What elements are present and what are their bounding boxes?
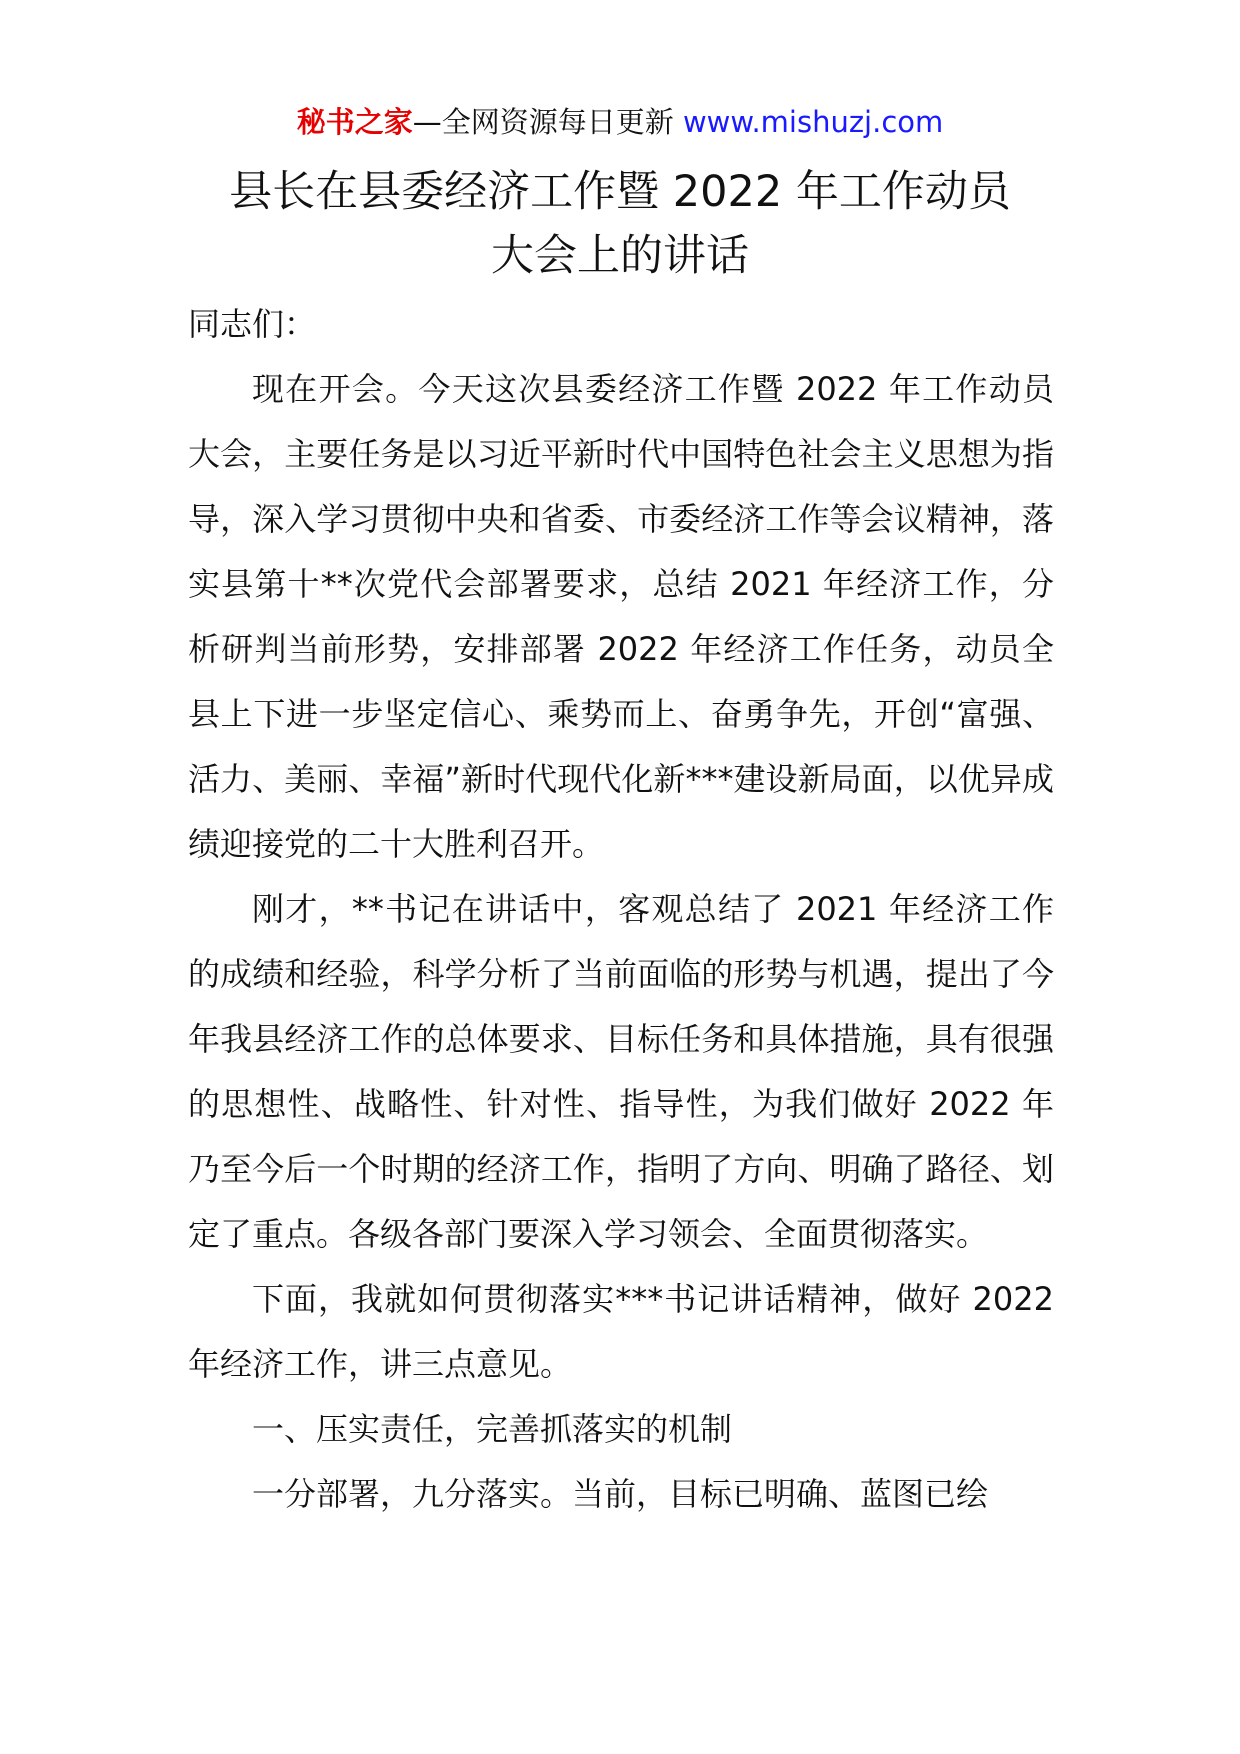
site-banner bbox=[0, 100, 1240, 144]
paragraph-1: 现在开会。今天这次县委经济工作暨 2022 年工作动员大会，主要任务是以习近平新时代中国特色社会主义思想为指导，深入学习贯彻中央和省委、市委经济工作等会议精神，落实县第十**次党代会部署要求，总结 2021 年经济工作，分析研判当前形势，安排部署 2022 年经济工作任务，动员全县上下进一步坚定信心、乘势而上、奋勇争先，开创“富强、活力、美丽、幸福”新时代现代化新***建设新局面，以优异成绩迎接党的二十大胜利召开。 bbox=[188, 370, 1054, 863]
salutation: 同志们： bbox=[188, 305, 317, 343]
site-url-link[interactable]: www.mishuzj.com bbox=[682, 105, 944, 139]
title-line-2: 大会上的讲话 bbox=[491, 231, 749, 281]
paragraph-4: 一分部署，九分落实。当前，目标已明确、蓝图已绘 bbox=[252, 1475, 989, 1513]
document-title bbox=[150, 160, 1090, 288]
brand-name: 秘书之家 bbox=[296, 105, 413, 139]
title-line-1: 县长在县委经济工作暨 2022 年工作动员 bbox=[229, 167, 1011, 217]
banner-tagline: —全网资源每日更新 bbox=[412, 105, 683, 139]
section-heading: 一、压实责任，完善抓落实的机制 bbox=[252, 1410, 733, 1448]
document-body bbox=[188, 292, 1054, 1527]
paragraph-3: 下面，我就如何贯彻落实***书记讲话精神，做好 2022 年经济工作，讲三点意见。 bbox=[188, 1280, 1054, 1383]
paragraph-2: 刚才，**书记在讲话中，客观总结了 2021 年经济工作的成绩和经验，科学分析了当前面临的形势与机遇，提出了今年我县经济工作的总体要求、目标任务和具体措施，具有很强的思想性、战略性、针对性、指导性，为我们做好 2022 年乃至今后一个时期的经济工作，指明了方向、明确了路径、划定了重点。各级各部门要深入学习领会、全面贯彻落实。 bbox=[188, 890, 1054, 1253]
